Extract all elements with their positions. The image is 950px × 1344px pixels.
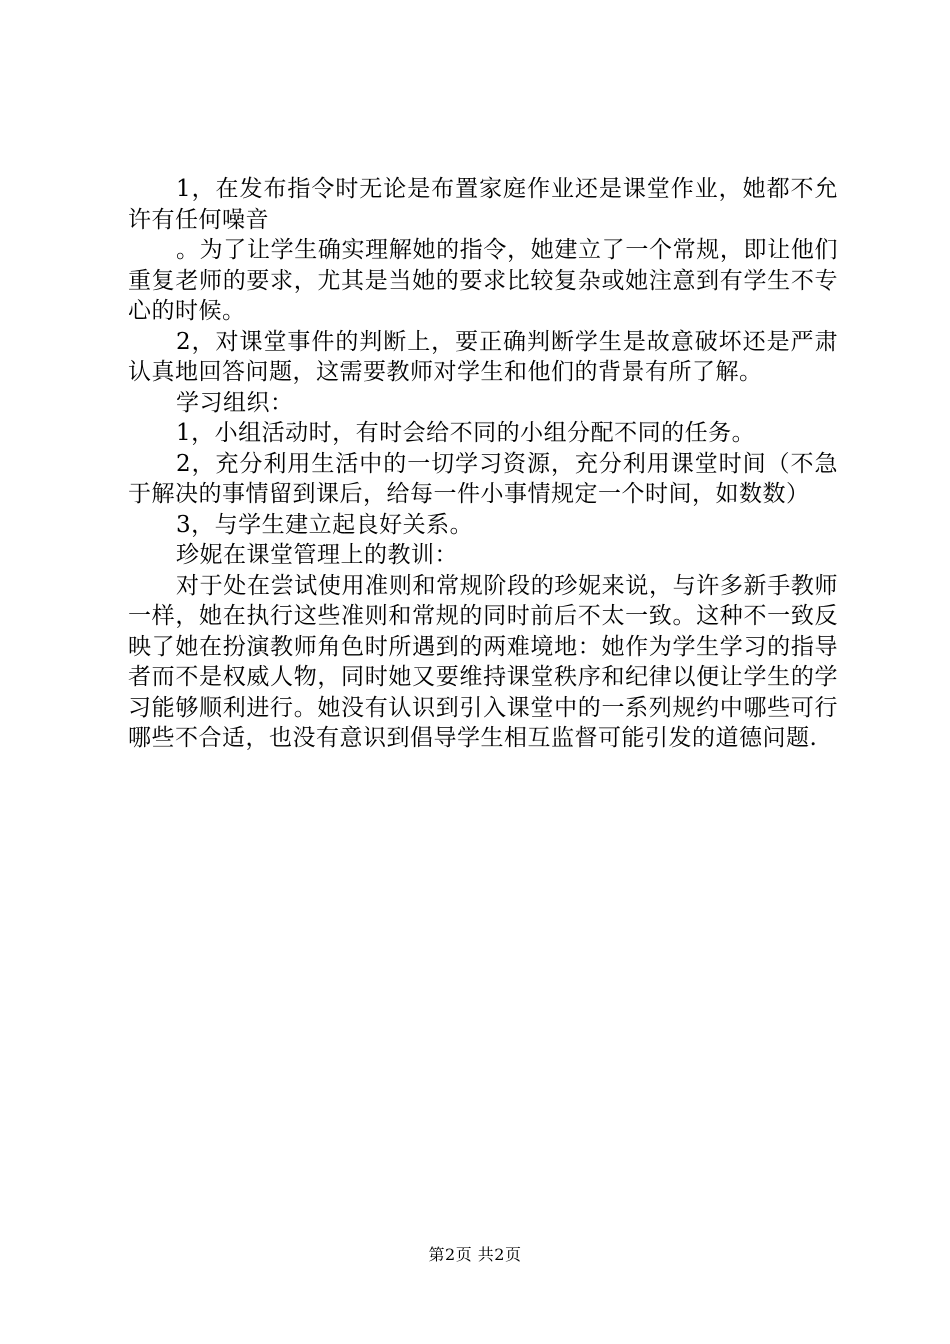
paragraph-routine: 。为了让学生确实理解她的指令，她建立了一个常规，即让他们重复老师的要求，尤其是当她的要求比较复杂或她注意到有学生不专心的时候。 [128,237,838,324]
paragraph-instructions: 1，在发布指令时无论是布置家庭作业还是课堂作业，她都不允许有任何噪音 [128,176,838,233]
paragraph-relationship: 3，与学生建立起良好关系。 [176,511,474,538]
paragraph-judgement: 2，对课堂事件的判断上，要正确判断学生是故意破坏还是严肃认真地回答问题，这需要教师对学生和他们的背景有所了解。 [128,328,838,385]
heading-learning-organization: 学习组织： [176,389,294,416]
page-number: 第2页 共2页 [428,1245,522,1264]
paragraph-resources: 2，充分利用生活中的一切学习资源，充分利用课堂时间（不急于解决的事情留到课后，给每一件小事情规定一个时间，如数数） [128,450,838,507]
page-footer [0,1242,950,1265]
paragraph-group-activity: 1，小组活动时，有时会给不同的小组分配不同的任务。 [176,420,756,446]
paragraph-lessons: 对于处在尝试使用准则和常规阶段的珍妮来说，与许多新手教师一样，她在执行这些准则和常规的同时前后不太一致。这种不一致反映了她在扮演教师角色时所遇到的两难境地：她作为学生学习的指导者而不是权威人物，同时她又要维持课堂秩序和纪律以便让学生的学习能够顺利进行。她没有认识到引入课堂中的一系列规约中哪些可行哪些不合适，也没有意识到倡导学生相互监督可能引发的道德问题. [128,572,838,751]
heading-lessons: 珍妮在课堂管理上的教训： [176,542,458,568]
document-body [128,174,838,754]
